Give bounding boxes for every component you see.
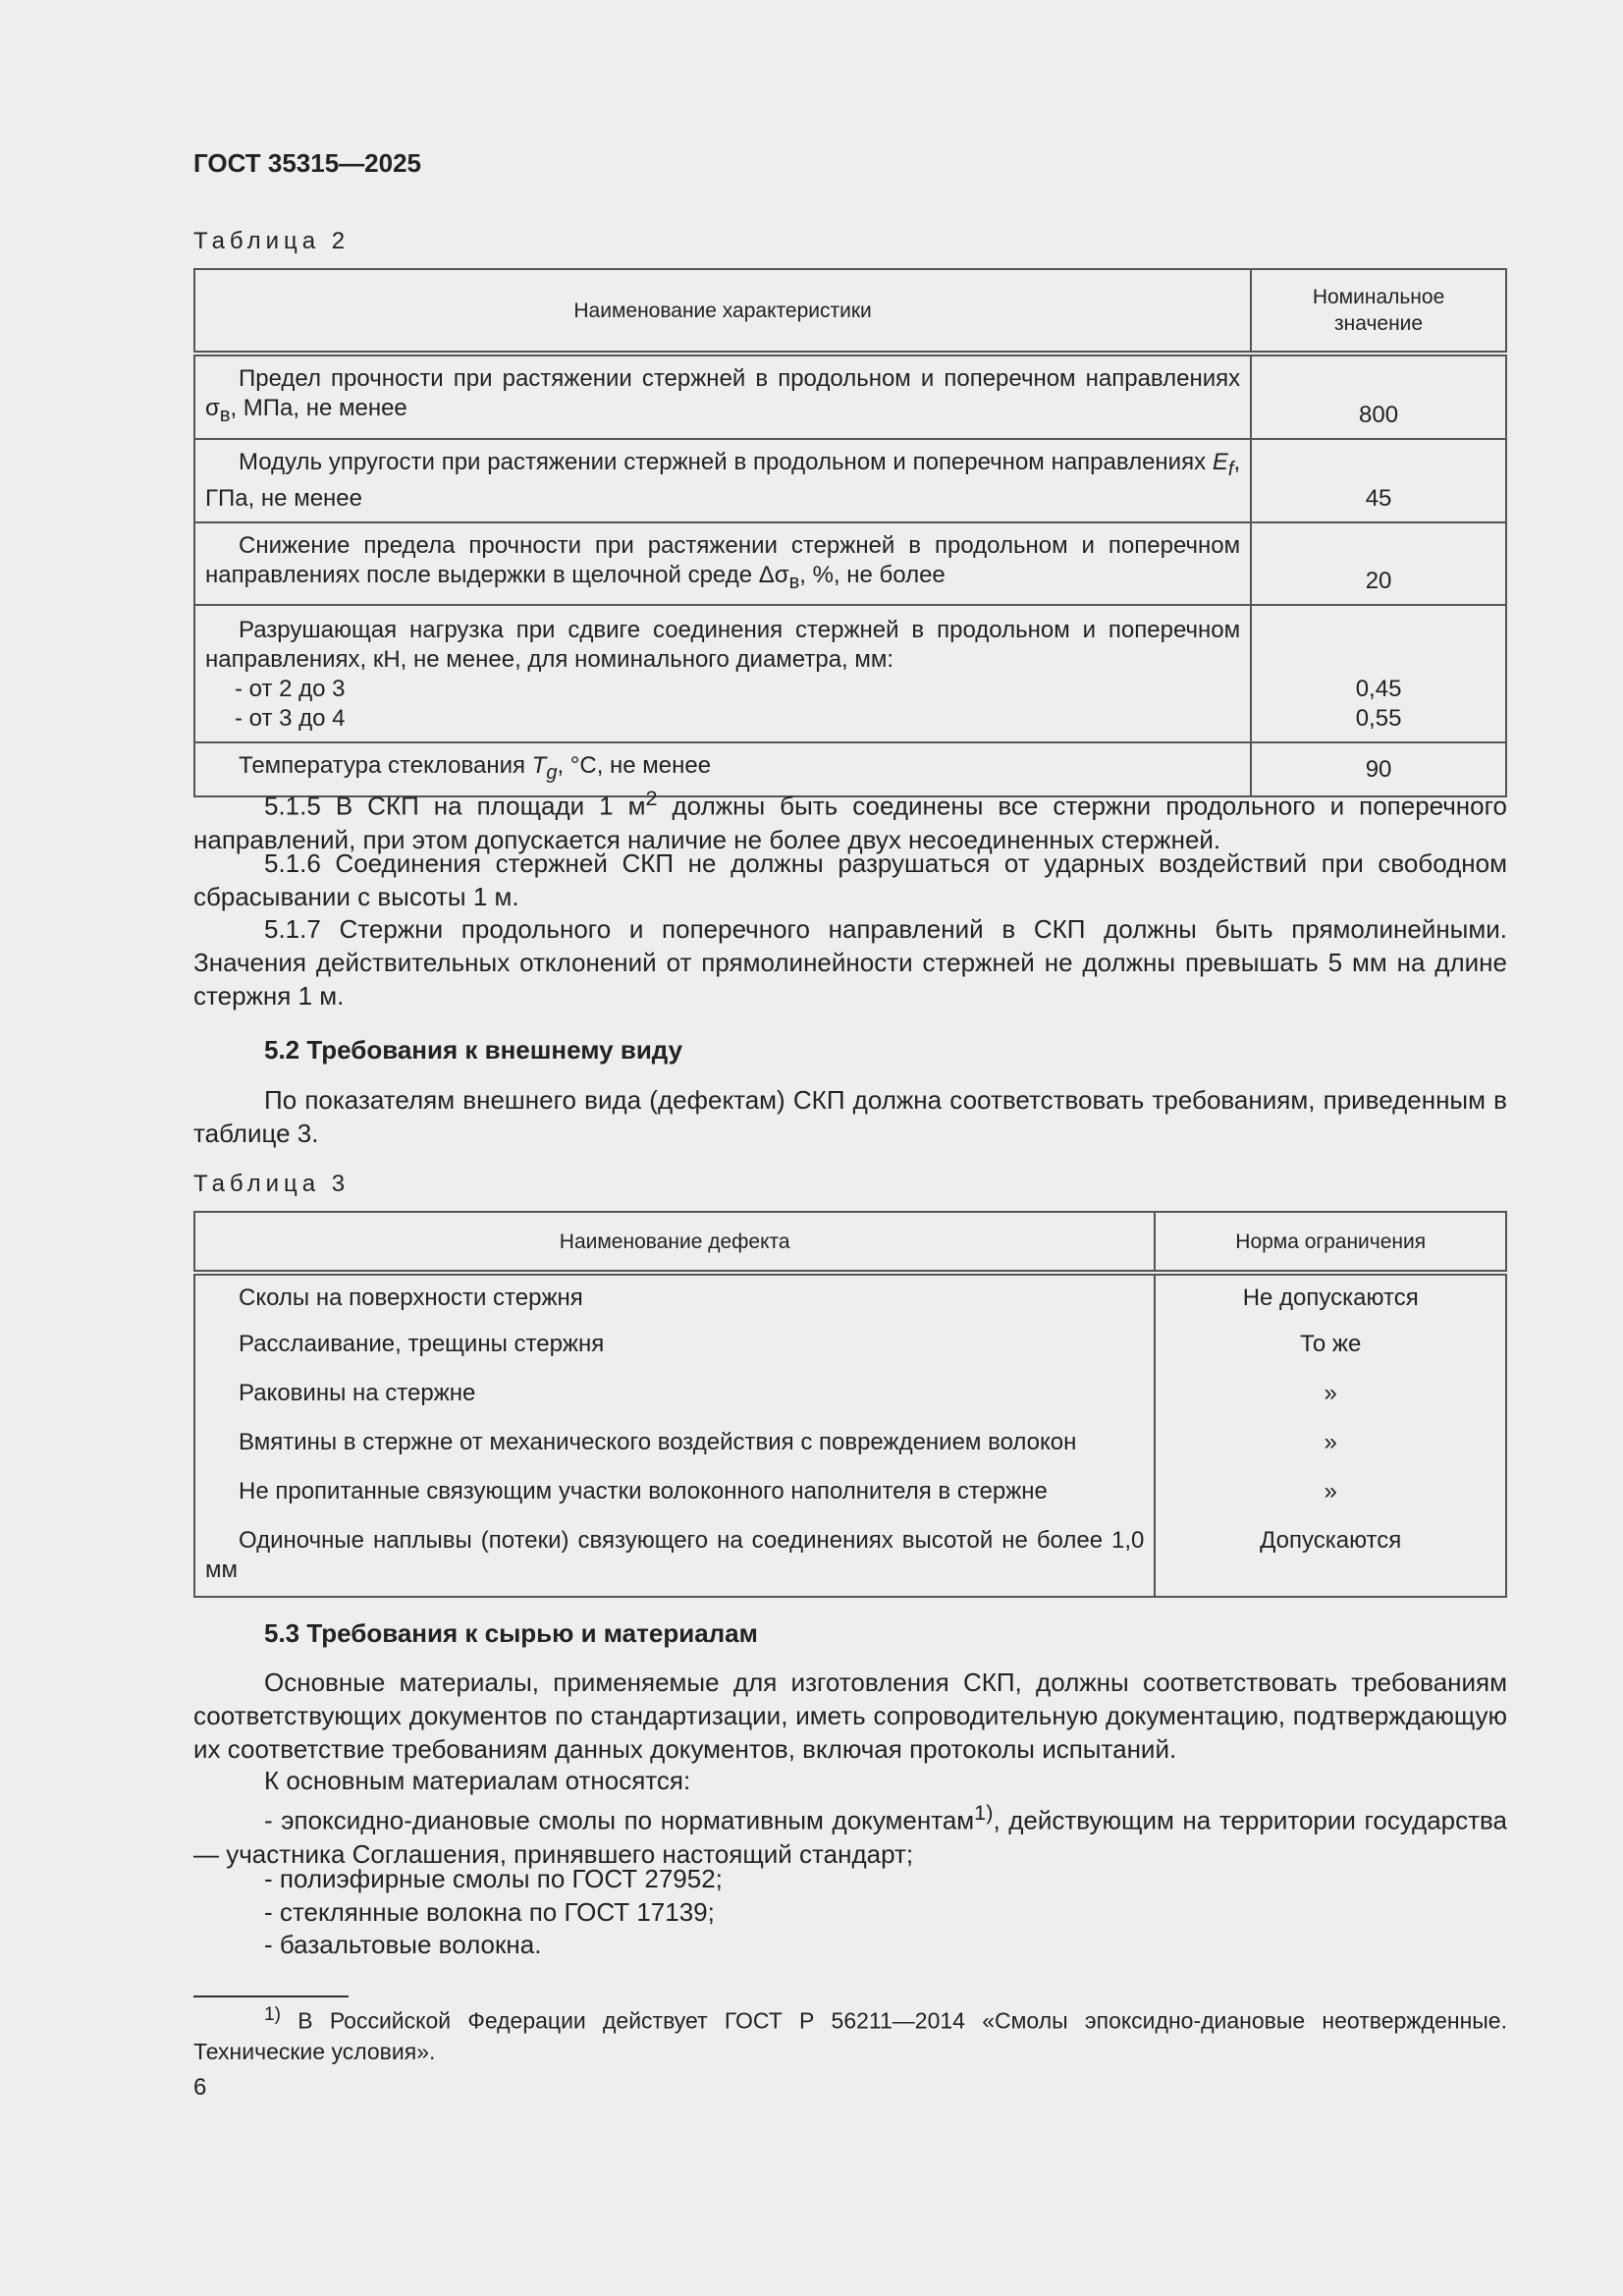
table-cell-value: 800 [1251, 354, 1506, 439]
paragraph-5-1-5: 5.1.5 В СКП на площади 1 $м^2$ должны быть соединены все стержни продольного и поперечного направлений, при этом допускается наличие не более двух несоединенных стержней. [193, 786, 1507, 854]
table-cell-value: То же [1155, 1322, 1506, 1371]
table3-col-name: Наименование дефекта [194, 1212, 1155, 1273]
table3-caption: Таблица 3 [193, 1171, 351, 1197]
list-item: - полиэфирные смолы по ГОСТ 27952; [264, 1864, 723, 1893]
table-row: Одиночные наплывы (потеки) связующего на соединениях высотой не более 1,0 мм Допускаются [194, 1518, 1506, 1597]
list-item: - стеклянные волокна по ГОСТ 17139; [264, 1897, 715, 1927]
paragraph-5-1-6: 5.1.6 Соединения стержней СКП не должны разрушаться от ударных воздействий при свободном сбрасывании с высоты 1 м. [193, 848, 1507, 911]
table2-col-value: Номинальное значение [1251, 269, 1506, 354]
section-5-3-p2: К основным материалам относятся: [264, 1766, 691, 1795]
section-5-3-title: 5.3 Требования к сырью и материалам [264, 1618, 758, 1648]
table-row: Сколы на поверхности стержня Не допускаются [194, 1273, 1506, 1322]
table-cell-value: » [1155, 1420, 1506, 1469]
table-cell-value: 0,55 [1355, 705, 1402, 733]
section-5-2-text: По показателям внешнего вида (дефектам) СКП должна соответствовать требованиям, приведенным в таблице 3. [193, 1085, 1507, 1148]
list-item: - базальтовые волокна. [264, 1930, 542, 1959]
table-row: Снижение предела прочности при растяжении стержней в продольном и поперечном направлениях после выдержки в щелочной среде $\Delta\sigma_в$, %, не более 20 [194, 522, 1506, 606]
table-cell-value: 90 [1251, 742, 1506, 796]
table-cell-value: 45 [1251, 439, 1506, 522]
document-header: ГОСТ 35315—2025 [193, 148, 421, 178]
table-3 [193, 1211, 1507, 1598]
footnote-divider [193, 1995, 349, 1997]
table-cell-value: 0,45 [1355, 676, 1402, 703]
table-cell-value: 20 [1251, 522, 1506, 606]
footnote: $^{1)}$ В Российской Федерации действует ГОСТ Р 56211—2014 «Смолы эпоксидно-диановые неотвержденные. Технические условия». [193, 2004, 1507, 2064]
table-row: Раковины на стержне » [194, 1371, 1506, 1420]
table2-col-name: Наименование характеристики [194, 269, 1251, 354]
table-2 [193, 268, 1507, 797]
table-row: Расслаивание, трещины стержня То же [194, 1322, 1506, 1371]
table-row: Температура стеклования $T_g$, °С, не менее 90 [194, 742, 1506, 796]
paragraph-5-1-7: 5.1.7 Стержни продольного и поперечного направлений в СКП должны быть прямолинейными. Значения действительных отклонений от прямолинейности стержней не должны превышать 5 мм на длине стержня 1 м. [193, 914, 1507, 1011]
section-5-3-p1: Основные материалы, применяемые для изготовления СКП, должны соответствовать требованиям соответствующих документов по стандартизации, иметь сопроводительную документацию, подтверждающую их соответствие требованиям данных документов, включая протоколы испытаний. [193, 1667, 1507, 1764]
footnote-ref[interactable]: 1) [974, 1800, 994, 1825]
table-row: Вмятины в стержне от механического воздействия с повреждением волокон » [194, 1420, 1506, 1469]
section-5-2-title: 5.2 Требования к внешнему виду [264, 1035, 683, 1065]
table-cell-value: Не допускаются [1155, 1273, 1506, 1322]
table-cell-value: » [1155, 1469, 1506, 1518]
table-cell-value: Допускаются [1155, 1518, 1506, 1597]
table3-col-value: Норма ограничения [1155, 1212, 1506, 1273]
table-row: Не пропитанные связующим участки волоконного наполнителя в стержне » [194, 1469, 1506, 1518]
table-row: Предел прочности при растяжении стержней в продольном и поперечном направлениях $\sigma_в$, МПа, не менее 800 [194, 354, 1506, 439]
table-cell-value: » [1155, 1371, 1506, 1420]
list-item: - эпоксидно-диановые смолы по нормативным документам$^{1)}$, действующим на территории государства — участника Соглашения, принявшего настоящий стандарт; [193, 1800, 1507, 1869]
table-row: Разрушающая нагрузка при сдвиге соединения стержней в продольном и поперечном направлениях, кН, не менее, для номинального диаметра, мм: - от 2 до 3 - от 3 до 4 0,45 0,55 [194, 605, 1506, 742]
table-row: Модуль упругости при растяжении стержней в продольном и поперечном направлениях $E_f$, ГПа, не менее 45 [194, 439, 1506, 522]
page-number: 6 [193, 2074, 207, 2101]
table2-caption: Таблица 2 [193, 228, 351, 254]
